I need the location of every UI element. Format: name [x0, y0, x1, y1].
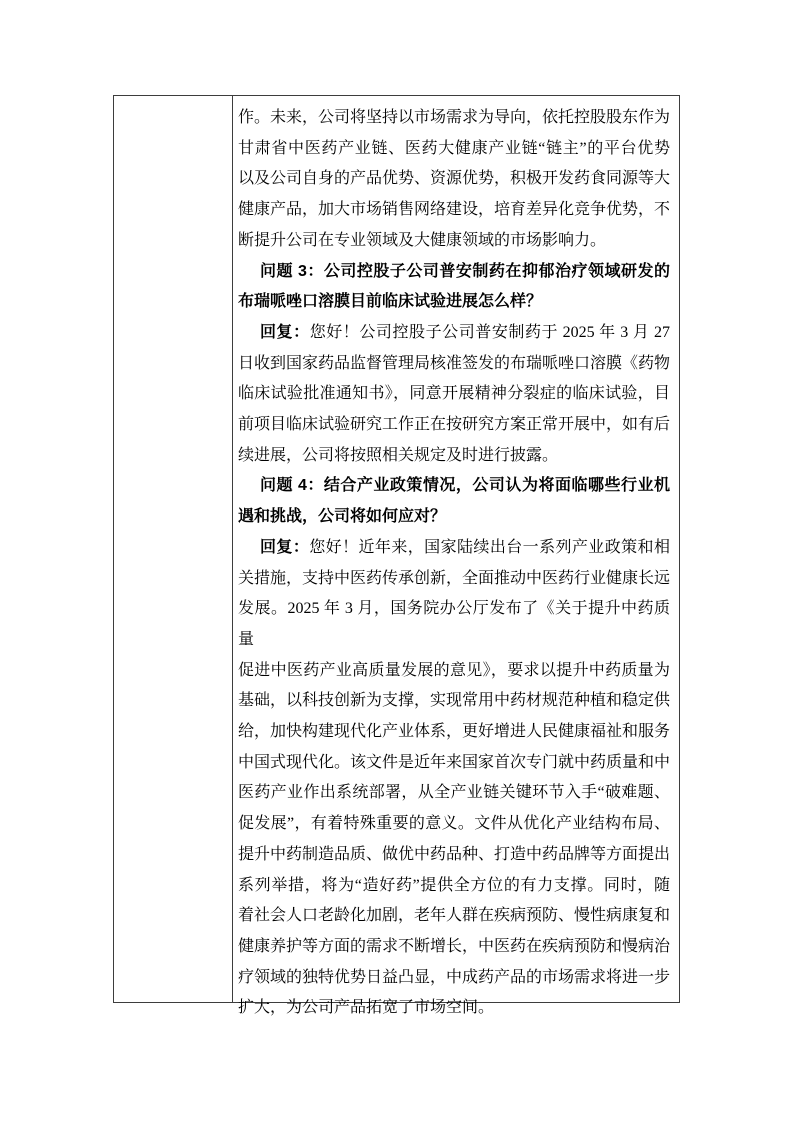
- answer-line: 着社会人口老龄化加剧，老年人群在疾病预防、慢性病康复和: [238, 907, 671, 925]
- reply-label: 回复：: [260, 323, 310, 341]
- question-line: 遇和挑战，公司将如何应对？: [238, 508, 447, 526]
- answer-line: 给，加快构建现代化产业体系，更好增进人民健康福祉和服务: [238, 723, 671, 741]
- row-label-cell: [114, 96, 233, 1002]
- answer-line: 扩大，为公司产品拓宽了市场空间。: [238, 999, 495, 1017]
- answer-line: 医药产业作出系统部署，从全产业链关键环节入手“破难题、: [238, 784, 670, 802]
- answer-line: 甘肃省中医药产业链、医药大健康产业链“链主”的平台优势: [238, 139, 670, 157]
- answer-line: 促进中医药产业高质量发展的意见》，要求以提升中药质量为: [238, 661, 670, 679]
- qa-table: [113, 95, 680, 1017]
- question-line: 布瑞哌唑口溶膜目前临床试验进展怎么样？: [238, 293, 543, 311]
- question-line: 问题 3：公司控股子公司普安制药在抑郁治疗领域研发的: [260, 262, 670, 280]
- answer-line: 促发展”，有着特殊重要的意义。文件从优化产业结构布局、: [238, 815, 670, 833]
- question-line: 问题 4：结合产业政策情况，公司认为将面临哪些行业机: [260, 477, 670, 495]
- answer-line: 临床试验批准通知书》，同意开展精神分裂症的临床试验，目: [238, 385, 670, 403]
- answer-line: 关措施，支持中医药传承创新，全面推动中医药行业健康长远: [238, 569, 671, 587]
- answer-line: 发展。2025 年 3 月，国务院办公厅发布了《关于提升中药质量: [238, 600, 670, 648]
- answer-line: 日收到国家药品监督管理局核准签发的布瑞哌唑口溶膜《药物: [238, 354, 671, 372]
- answer-line: 提升中药制造品质、做优中药品种、打造中药品牌等方面提出: [238, 845, 671, 863]
- answer-line: 疗领域的独特优势日益凸显，中成药产品的市场需求将进一步: [238, 968, 671, 986]
- answer-line: 健康养护等方面的需求不断增长，中医药在疾病预防和慢病治: [238, 937, 671, 955]
- answer-line: 系列举措，将为“造好药”提供全方位的有力支撑。同时，随: [238, 876, 670, 894]
- answer-line: 前项目临床试验研究工作正在按研究方案正常开展中，如有后: [238, 416, 671, 434]
- content-cell: [233, 96, 679, 1017]
- answer-line: 以及公司自身的产品优势、资源优势，积极开发药食同源等大: [238, 170, 671, 188]
- answer-line: 中国式现代化。该文件是近年来国家首次专门就中药质量和中: [238, 753, 671, 771]
- answer-line: 健康产品，加大市场销售网络建设，培育差异化竞争优势，不: [238, 201, 671, 219]
- answer-line: 基础，以科技创新为支撑，实现常用中药材规范种植和稳定供: [238, 692, 671, 710]
- answer-line: 作。未来，公司将坚持以市场需求为导向，依托控股股东作为: [238, 109, 671, 126]
- answer-line: 断提升公司在专业领域及大健康领域的市场影响力。: [238, 231, 607, 249]
- answer-line: 回复：您好！近年来，国家陆续出台一系列产业政策和相: [260, 538, 670, 556]
- answer-line: 续进展，公司将按照相关规定及时进行披露。: [238, 446, 559, 464]
- answer-line: 回复：您好！公司控股子公司普安制药于 2025 年 3 月 27: [260, 323, 670, 341]
- reply-label: 回复：: [260, 538, 310, 556]
